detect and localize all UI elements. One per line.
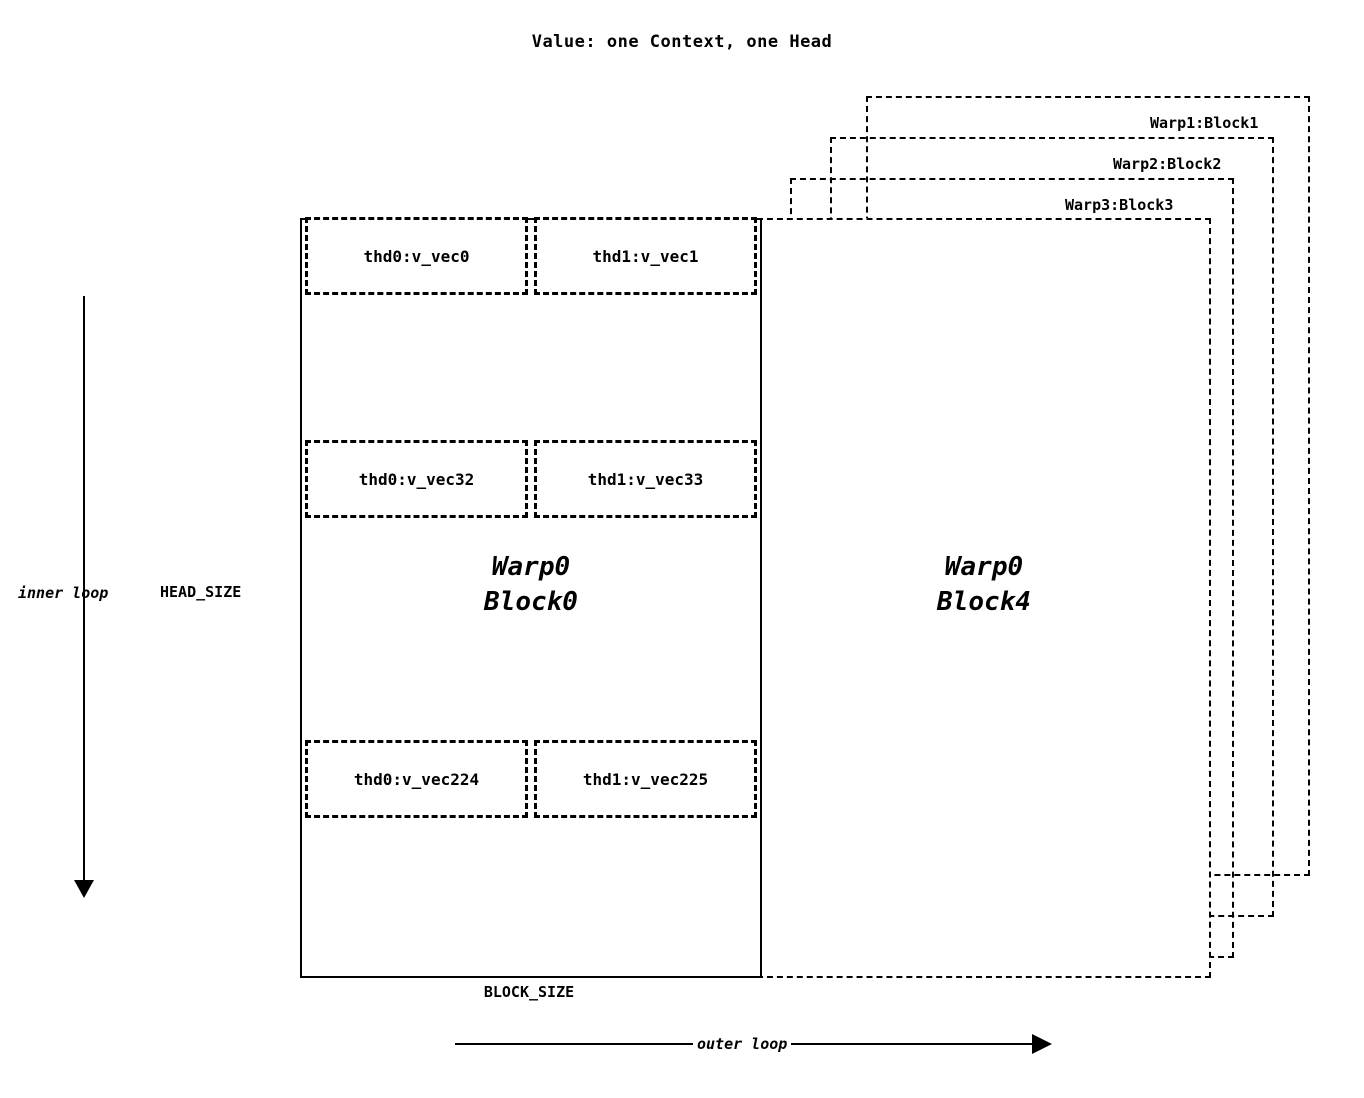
panel-warp0-block4-caption-line2: Block4 bbox=[937, 587, 1031, 618]
vector-cell-thd1-vec33: thd1:v_vec33 bbox=[534, 440, 757, 518]
inner-loop-label: inner loop bbox=[18, 584, 109, 602]
head-size-label: HEAD_SIZE bbox=[160, 583, 242, 601]
block-size-label: BLOCK_SIZE bbox=[483, 983, 575, 1001]
vector-cell-thd0-vec224: thd0:v_vec224 bbox=[305, 740, 528, 818]
outer-loop-arrow-head bbox=[1032, 1034, 1052, 1054]
panel-warp0-block4-caption-line1: Warp0 bbox=[944, 552, 1024, 582]
inner-loop-arrow-head bbox=[74, 880, 94, 898]
back-panel-label-warp3-block3: Warp1:Block1 bbox=[1150, 114, 1259, 132]
vector-cell-thd0-vec32: thd0:v_vec32 bbox=[305, 440, 528, 518]
panel-warp0-block0 bbox=[300, 218, 762, 978]
panel-warp0-block0-caption bbox=[302, 550, 760, 620]
panel-warp0-block0-caption-line1: Warp0 bbox=[491, 552, 571, 582]
panel-warp0-block4-caption bbox=[759, 550, 1209, 620]
panel-warp0-block0-caption-line2: Block0 bbox=[484, 587, 578, 618]
back-panel-label-warp1-block1: Warp3:Block3 bbox=[1065, 196, 1174, 214]
vector-row-224 bbox=[305, 740, 757, 818]
vector-row-32 bbox=[305, 440, 757, 518]
vector-cell-thd1-vec1: thd1:v_vec1 bbox=[534, 217, 757, 295]
vector-cell-thd1-vec225: thd1:v_vec225 bbox=[534, 740, 757, 818]
back-panel-label-warp2-block2: Warp2:Block2 bbox=[1113, 155, 1222, 173]
diagram-title: Value: one Context, one Head bbox=[531, 32, 833, 52]
vector-cell-thd0-vec0: thd0:v_vec0 bbox=[305, 217, 528, 295]
vector-row-0 bbox=[305, 217, 757, 295]
panel-warp0-block4 bbox=[757, 218, 1211, 978]
outer-loop-label: outer loop bbox=[693, 1035, 791, 1053]
